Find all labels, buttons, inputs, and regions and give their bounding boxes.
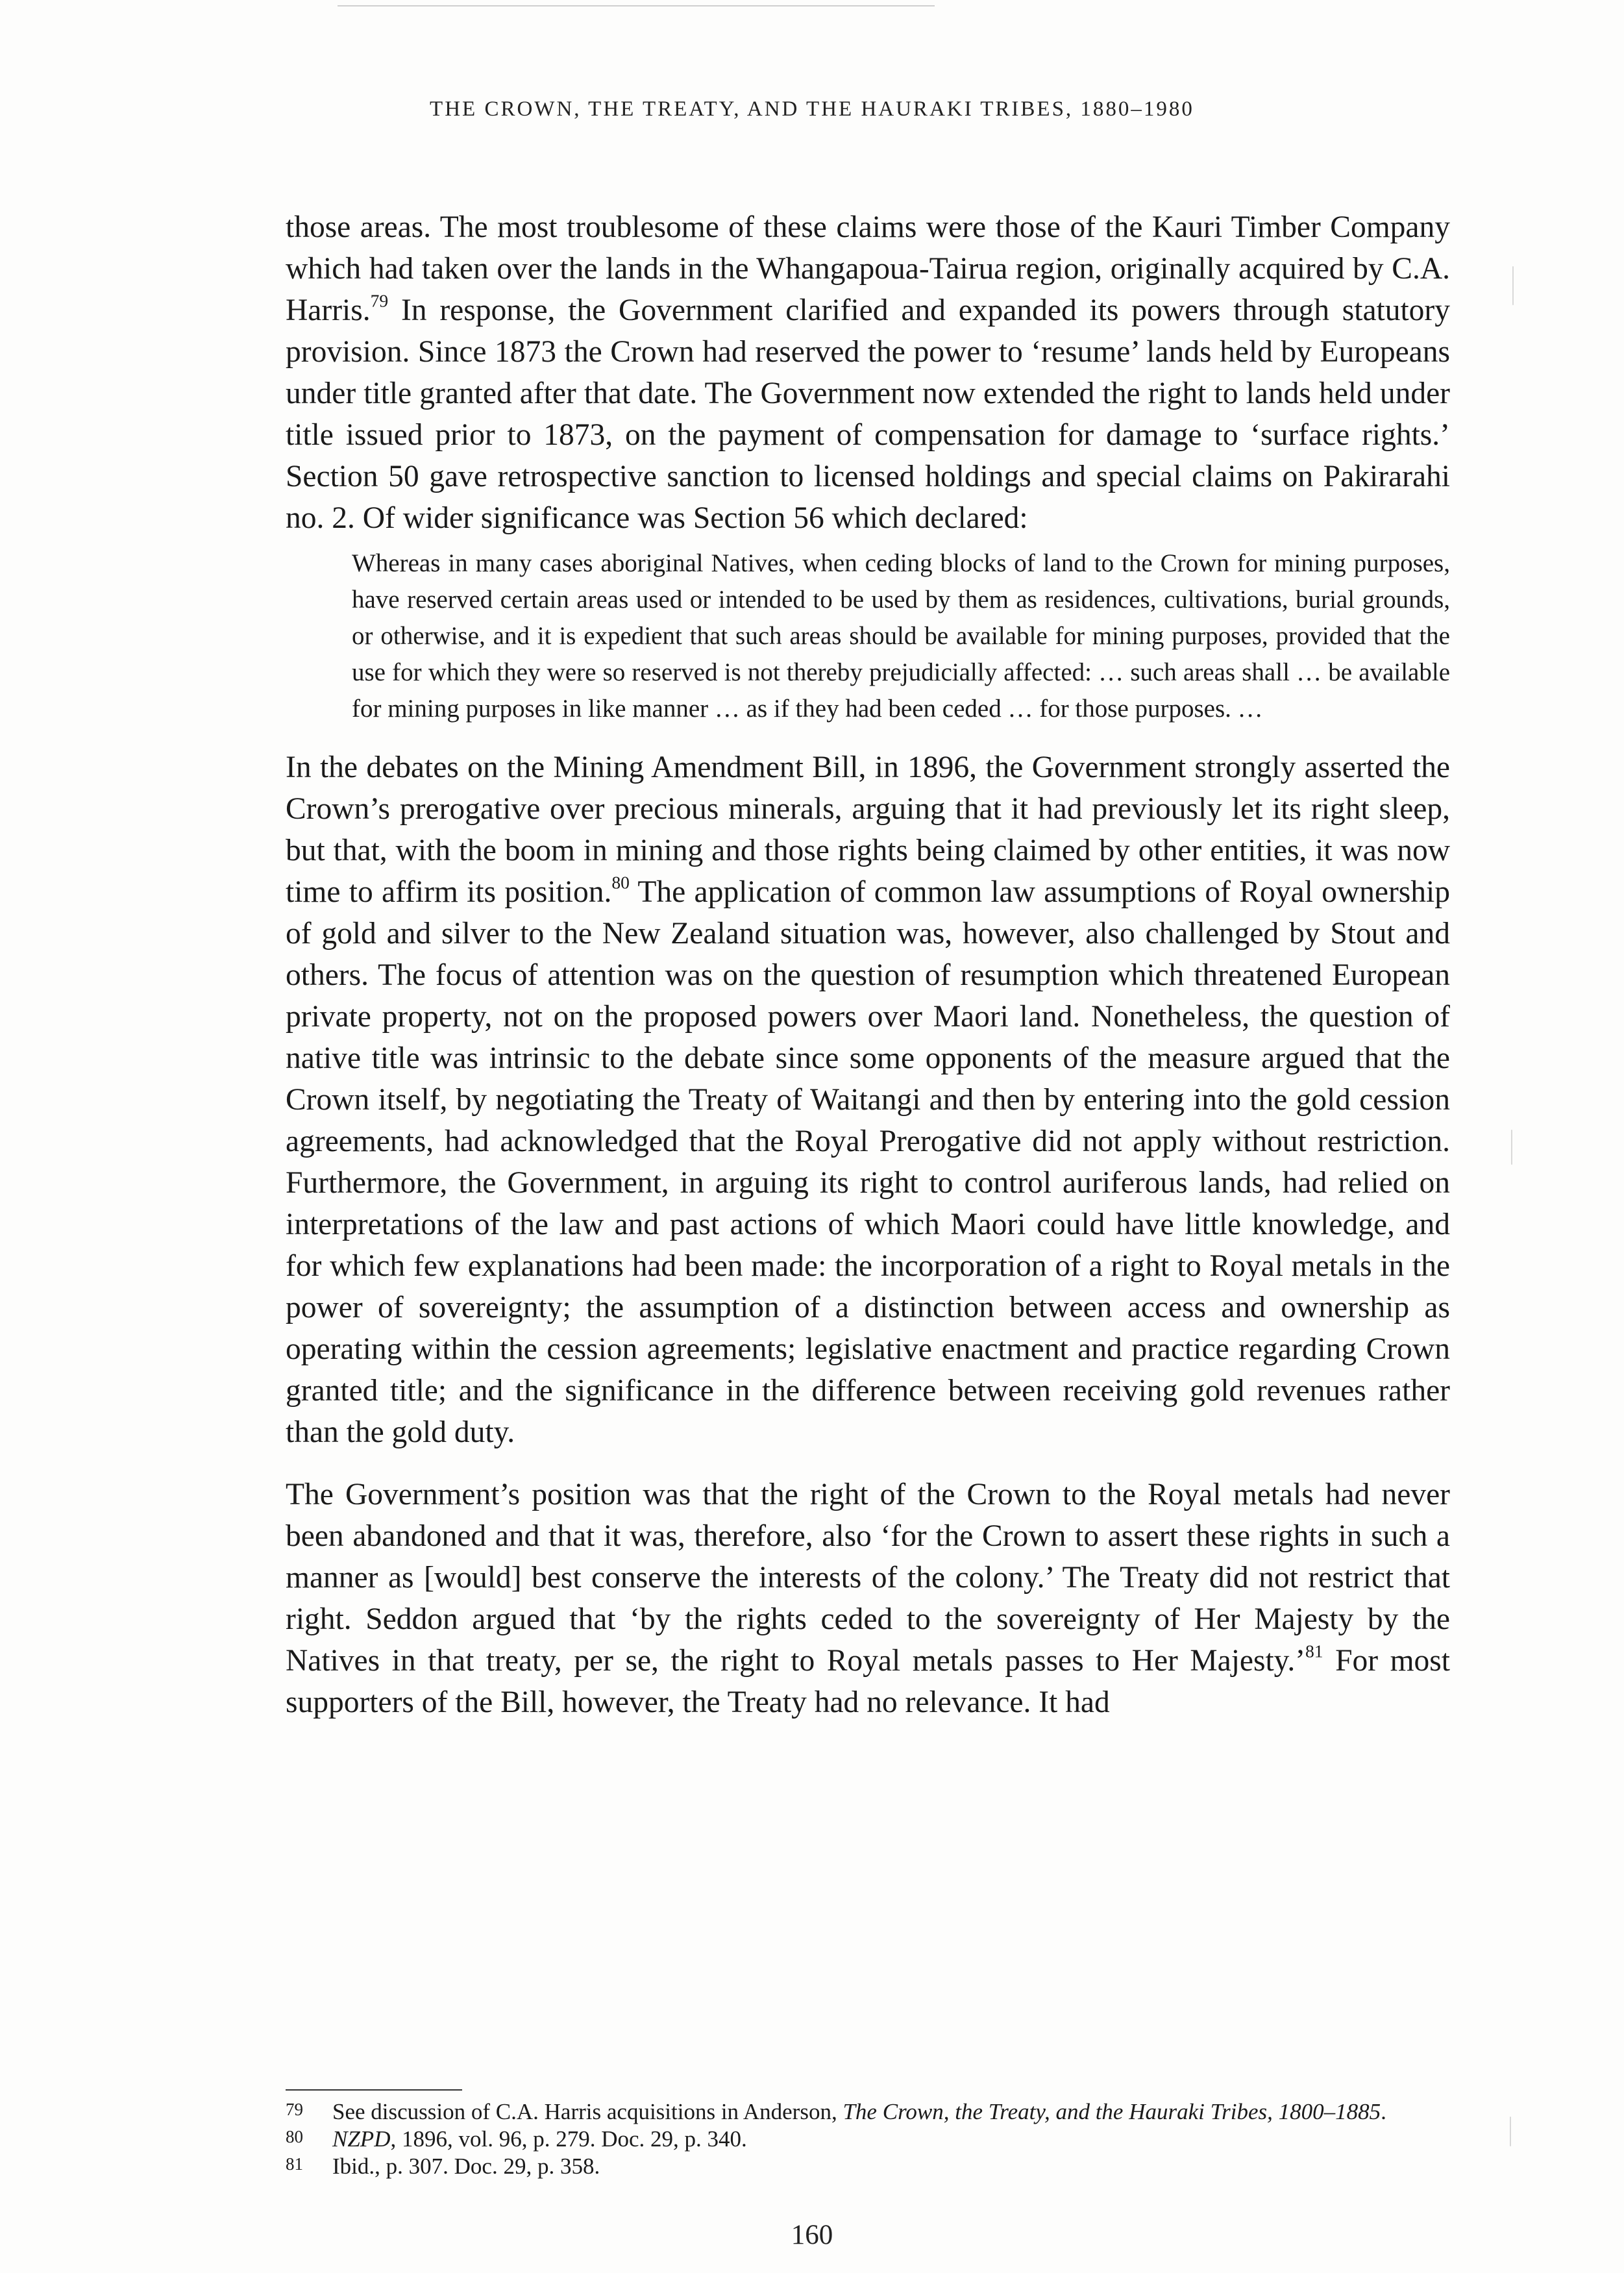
- paragraph-3: [286, 1474, 1450, 1723]
- footnote-text: Ibid., p. 307. Doc. 29, p. 358.: [332, 2154, 600, 2179]
- paragraph-2-text-b: The application of common law assumptions of Royal ownership of gold and silver to the New Zealand situation was, however, also challenged by Stout and others. The focus of attention was on the question of resumption which threatened European private property, not on the proposed powers over Maori land. Nonetheless, the question of native title was intrinsic to the debate since some opponents of the measure argued that the Crown itself, by negotiating the Treaty of Waitangi and then by entering into the gold cession agreements, had acknowledged that the Royal Prerogative did not apply without restriction. Furthermore, the Government, in arguing its right to control auriferous lands, had relied on interpretations of the law and past actions of which Maori could have little knowledge, and for which few explanations had been made: the incorporation of a right to Royal metals in the power of sovereignty; the assumption of a distinction between access and ownership as operating within the cession agreements; legislative enactment and practice regarding Crown granted title; and the significance in the difference between receiving gold revenues rather than the gold duty.: [286, 875, 1450, 1449]
- margin-scan-mark: [1511, 1130, 1512, 1165]
- footnote-number: 81: [286, 2154, 303, 2174]
- paragraph-1-text-b: In response, the Government clarified and expanded its powers through statutory provision. Since 1873 the Crown had reserved the power to ‘resume’ lands held by Europeans under title granted after that date. The Government now extended the right to lands held under title issued prior to 1873, on the payment of compensation for damage to ‘surface rights.’ Section 50 gave retrospective sanction to licensed holdings and special claims on Pakirarahi no. 2. Of wider significance was Section 56 which declared:: [286, 293, 1450, 535]
- footnote-ref-80: 80: [611, 872, 630, 893]
- main-text: [286, 206, 1450, 1723]
- footnote-ref-79: 79: [370, 290, 389, 311]
- scan-edge-line: [338, 5, 935, 6]
- paragraph-1-text-a: those areas. The most troublesome of these claims were those of the Kauri Timber Company which had taken over the lands in the Whangapoua-Tairua region, originally acquired by C.A. Harris.: [286, 210, 1450, 327]
- paragraph-2: [286, 747, 1450, 1453]
- footnote-book-title: The Crown, the Treaty, and the Hauraki Tribes, 1800–1885: [843, 2099, 1381, 2124]
- margin-scan-mark: [1512, 266, 1514, 305]
- paragraph-1: [286, 206, 1450, 539]
- footnote-81: [286, 2153, 1450, 2180]
- paragraph-3-text-a: The Government’s position was that the right of the Crown to the Royal metals had never been abandoned and that it was, therefore, also ‘for the Crown to assert these rights in such a manner as [would] best conserve the interests of the colony.’ The Treaty did not restrict that right. Seddon argued that ‘by the rights ceded to the sovereignty of Her Majesty by the Natives in that treaty, per se, the right to Royal metals passes to Her Majesty.’: [286, 1478, 1450, 1678]
- footnote-text: [332, 2126, 1450, 2153]
- footnote-number: 80: [286, 2127, 303, 2146]
- footnote-text-part: .: [1381, 2099, 1386, 2124]
- footnote-text-part: , 1896, vol. 96, p. 279. Doc. 29, p. 340.: [390, 2126, 747, 2152]
- block-quote: Whereas in many cases aboriginal Natives, when ceding blocks of land to the Crown for mining purposes, have reserved certain areas used or intended to be used by them as residences, cultivations, burial grounds, or otherwise, and it is expedient that such areas should be available for mining purposes, provided that the use for which they were so reserved is not thereby prejudicially affected: … such areas shall … be available for mining purposes in like manner … as if they had been ceded … for those purposes. …: [352, 549, 1450, 723]
- footnote-80: [286, 2126, 1450, 2153]
- margin-scan-mark: [1510, 2117, 1511, 2146]
- running-head: THE CROWN, THE TREATY, AND THE HAURAKI TRIBES, 1880–1980: [430, 97, 1194, 121]
- footnotes: [286, 2098, 1450, 2180]
- footnote-source-abbrev: NZPD: [332, 2126, 391, 2152]
- footnote-79: [286, 2098, 1450, 2126]
- footnote-number: 79: [286, 2100, 303, 2119]
- page-number: 160: [791, 2220, 833, 2250]
- footnote-ref-81: 81: [1305, 1641, 1323, 1661]
- footnote-rule: [286, 2089, 462, 2091]
- paragraph-3-text-b: For most supporters of the Bill, however, the Treaty had no relevance. It had: [286, 1644, 1450, 1719]
- paragraph-2-text-a: In the debates on the Mining Amendment Bill, in 1896, the Government strongly asserted the Crown’s prerogative over precious minerals, arguing that it had previously let its right sleep, but that, with the boom in mining and those rights being claimed by other entities, it was now time to affirm its position.: [286, 751, 1450, 909]
- footnote-text: [332, 2098, 1450, 2126]
- footnote-text-part: See discussion of C.A. Harris acquisitions in Anderson,: [332, 2099, 843, 2124]
